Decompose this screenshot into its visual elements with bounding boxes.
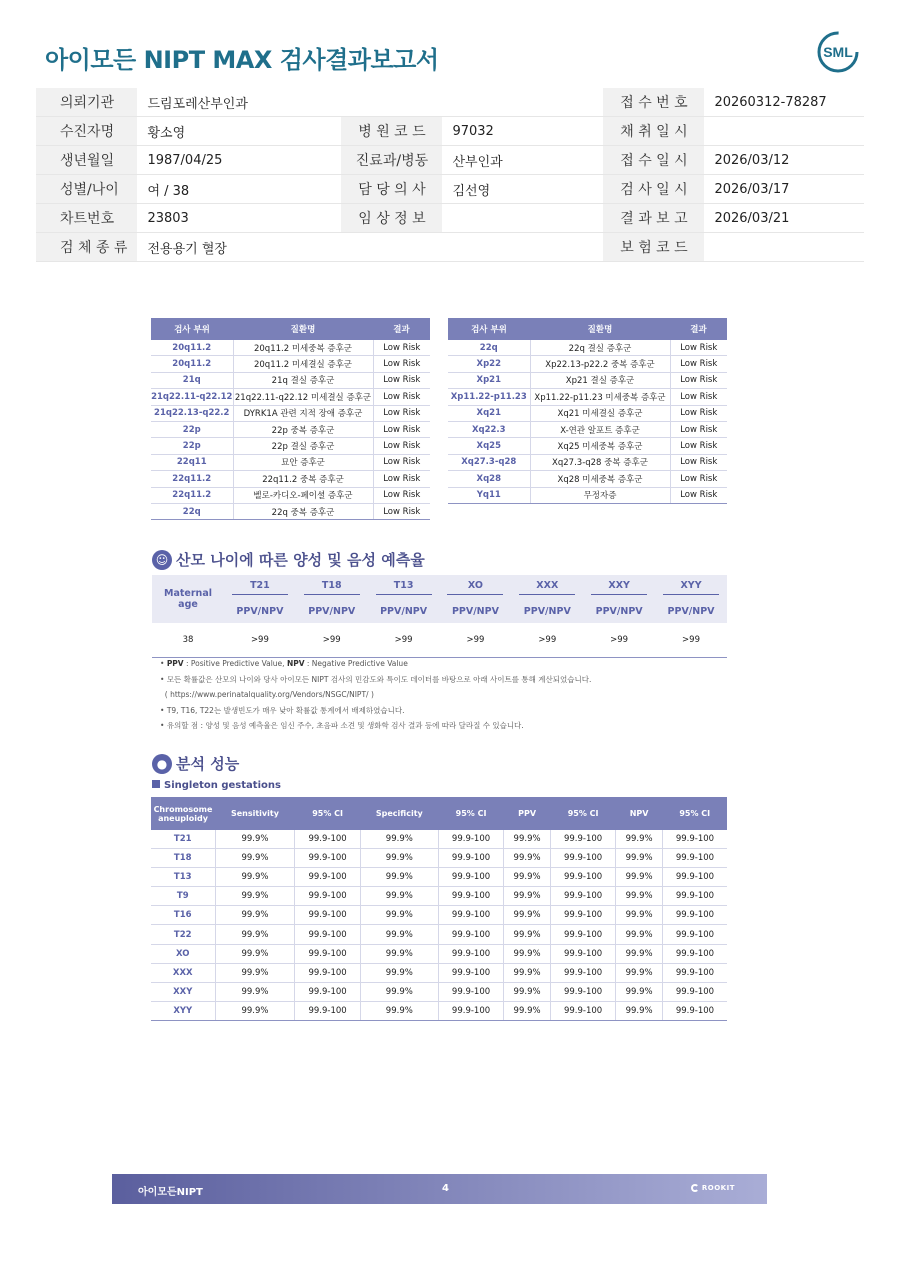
- perf-row: [151, 1001, 727, 1020]
- ppv-subheader: PPV/NPV: [296, 599, 368, 623]
- risk-table-left: [151, 318, 430, 520]
- perf-chromosome: XO: [151, 944, 215, 963]
- ward-code-value: 97032: [442, 117, 603, 146]
- risk-row: [448, 356, 727, 372]
- perf-value: 99.9%: [215, 1001, 295, 1020]
- risk-region: 21q: [151, 372, 233, 388]
- birth-label: 생년월일: [36, 146, 137, 175]
- risk-region: 20q11.2: [151, 340, 233, 356]
- risk-disease: 21q22.11-q22.12 미세결실 증후군: [233, 389, 373, 405]
- perf-header: 95% CI: [438, 797, 503, 830]
- risk-region: 22q11: [151, 454, 233, 470]
- perf-chromosome: T9: [151, 887, 215, 906]
- risk-header-region: 검사 부위: [448, 318, 530, 340]
- ppv-col-xxy: XXY: [591, 580, 647, 595]
- perf-value: 99.9%: [504, 1001, 551, 1020]
- insurance-value: [704, 233, 864, 262]
- performance-table: [151, 797, 727, 1021]
- collect-date-label: 채 취 일 시: [603, 117, 704, 146]
- risk-row: [151, 487, 430, 503]
- ppv-subheader: PPV/NPV: [368, 599, 440, 623]
- risk-disease: 20q11.2 미세결실 증후군: [233, 356, 373, 372]
- risk-result: Low Risk: [670, 372, 727, 388]
- ppv-col-xyy: XYY: [663, 580, 719, 595]
- perf-value: 99.9-100: [438, 906, 503, 925]
- perf-row: [151, 963, 727, 982]
- perf-value: 99.9-100: [550, 868, 615, 887]
- ppv-section-heading: [152, 549, 425, 570]
- perf-value: 99.9%: [504, 925, 551, 944]
- risk-disease: 22q 중복 증후군: [233, 503, 373, 519]
- perf-value: 99.9%: [360, 982, 438, 1001]
- perf-value: 99.9%: [616, 982, 663, 1001]
- info-row: [36, 233, 864, 262]
- risk-result: Low Risk: [373, 438, 430, 454]
- sml-logo: [816, 30, 860, 74]
- dept-value: 산부인과: [442, 146, 603, 175]
- patient-info-table: [36, 88, 864, 262]
- perf-value: 99.9%: [360, 868, 438, 887]
- perf-value: 99.9%: [616, 925, 663, 944]
- risk-result: Low Risk: [373, 487, 430, 503]
- perf-value: 99.9%: [616, 963, 663, 982]
- risk-result: Low Risk: [373, 356, 430, 372]
- risk-row: [151, 454, 430, 470]
- ppv-subheader: PPV/NPV: [511, 599, 583, 623]
- perf-value: 99.9%: [616, 868, 663, 887]
- risk-result: Low Risk: [373, 372, 430, 388]
- risk-result: Low Risk: [373, 454, 430, 470]
- risk-disease: 22p 중복 증후군: [233, 421, 373, 437]
- note-calculation: • 모든 확률값은 산모의 나이와 당사 아이모든 NIPT 검사의 민감도와 특이도 데이터를 바탕으로 아래 사이트를 통해 계산되었습니다.: [160, 674, 592, 684]
- risk-table-right: [448, 318, 727, 504]
- hospital-value: 드림포레산부인과: [137, 88, 603, 117]
- square-bullet-icon: [152, 780, 160, 788]
- ppv-value-row: [152, 623, 727, 658]
- perf-value: 99.9-100: [295, 868, 360, 887]
- perf-header: PPV: [504, 797, 551, 830]
- risk-row: [151, 405, 430, 421]
- chart-no-value: 23803: [137, 204, 341, 233]
- risk-row: [448, 438, 727, 454]
- risk-row: [151, 340, 430, 356]
- risk-disease: Xp22.13-p22.2 중복 증후군: [530, 356, 670, 372]
- perf-header: Specificity: [360, 797, 438, 830]
- collect-date-value: [704, 117, 864, 146]
- risk-row: [151, 421, 430, 437]
- perf-value: 99.9-100: [662, 963, 727, 982]
- perf-value: 99.9%: [215, 849, 295, 868]
- sex-age-value: 여 / 38: [137, 175, 341, 204]
- perf-chromosome: XXX: [151, 963, 215, 982]
- ppv-value: >99: [296, 623, 368, 658]
- perf-value: 99.9%: [360, 963, 438, 982]
- receipt-date-label: 접 수 일 시: [603, 146, 704, 175]
- perf-chromosome: XYY: [151, 1001, 215, 1020]
- risk-region: 22q11.2: [151, 471, 233, 487]
- risk-disease: 벨로-카디오-페이셜 증후군: [233, 487, 373, 503]
- ppv-col-t21: T21: [232, 580, 288, 595]
- perf-value: 99.9-100: [438, 868, 503, 887]
- perf-value: 99.9-100: [295, 906, 360, 925]
- perf-chromosome: T13: [151, 868, 215, 887]
- risk-disease: Xp11.22-p11.23 미세중복 증후군: [530, 389, 670, 405]
- risk-result: Low Risk: [670, 421, 727, 437]
- ppv-subheader: PPV/NPV: [224, 599, 296, 623]
- perf-value: 99.9-100: [438, 887, 503, 906]
- risk-row: [448, 389, 727, 405]
- perf-chromosome: T21: [151, 830, 215, 849]
- perf-value: 99.9%: [616, 830, 663, 849]
- perf-value: 99.9-100: [662, 830, 727, 849]
- perf-value: 99.9-100: [295, 830, 360, 849]
- perf-value: 99.9%: [360, 830, 438, 849]
- risk-disease: 21q 결실 증후군: [233, 372, 373, 388]
- perf-value: 99.9%: [215, 887, 295, 906]
- risk-region: Yq11: [448, 487, 530, 503]
- risk-disease: Xp21 결실 증후군: [530, 372, 670, 388]
- risk-result: Low Risk: [373, 389, 430, 405]
- perf-value: 99.9%: [616, 906, 663, 925]
- perf-row: [151, 944, 727, 963]
- receipt-date-value: 2026/03/12: [704, 146, 864, 175]
- doctor-value: 김선영: [442, 175, 603, 204]
- ppv-subheader: PPV/NPV: [583, 599, 655, 623]
- risk-row: [151, 389, 430, 405]
- footer-brand: 아이모든NIPT: [138, 1187, 203, 1198]
- risk-disease: 무정자증: [530, 487, 670, 503]
- ppv-value: >99: [440, 623, 512, 658]
- risk-region: Xq25: [448, 438, 530, 454]
- perf-header: 95% CI: [550, 797, 615, 830]
- risk-disease: 20q11.2 미세중복 증후군: [233, 340, 373, 356]
- risk-region: Xp21: [448, 372, 530, 388]
- ppv-subheader: PPV/NPV: [440, 599, 512, 623]
- perf-value: 99.9-100: [438, 830, 503, 849]
- footer-partner: ROOKIT: [691, 1184, 735, 1192]
- risk-result: Low Risk: [373, 471, 430, 487]
- risk-header-result: 결과: [373, 318, 430, 340]
- perf-subtitle: Singleton gestations: [152, 780, 281, 791]
- perf-row: [151, 830, 727, 849]
- perf-value: 99.9%: [360, 1001, 438, 1020]
- perf-value: 99.9%: [215, 982, 295, 1001]
- risk-row: [448, 372, 727, 388]
- ppv-value: >99: [655, 623, 727, 658]
- risk-region: 22p: [151, 421, 233, 437]
- maternal-age-header: [152, 575, 224, 623]
- info-row: [36, 175, 864, 204]
- report-date-label: 결 과 보 고: [603, 204, 704, 233]
- risk-row: [448, 340, 727, 356]
- ppv-col-xo: XO: [447, 580, 503, 595]
- risk-disease: Xq27.3-q28 중복 증후군: [530, 454, 670, 470]
- chart-no-label: 차트번호: [36, 204, 137, 233]
- perf-value: 99.9-100: [550, 925, 615, 944]
- perf-value: 99.9-100: [662, 868, 727, 887]
- birth-value: 1987/04/25: [137, 146, 341, 175]
- report-title: 아이모든 NIPT MAX 검사결과보고서: [45, 46, 439, 74]
- sex-age-label: 성별/나이: [36, 175, 137, 204]
- risk-disease: Xq21 미세결실 증후군: [530, 405, 670, 421]
- info-row: [36, 204, 864, 233]
- note-definitions: • PPV : Positive Predictive Value, NPV : Negative Predictive Value: [160, 659, 408, 668]
- perf-value: 99.9-100: [550, 906, 615, 925]
- risk-header-result: 결과: [670, 318, 727, 340]
- perf-value: 99.9-100: [295, 887, 360, 906]
- perf-value: 99.9-100: [295, 849, 360, 868]
- perf-value: 99.9%: [504, 982, 551, 1001]
- specimen-value: 전용용기 혈장: [137, 233, 603, 262]
- risk-row: [151, 356, 430, 372]
- perf-value: 99.9%: [360, 906, 438, 925]
- perf-row: [151, 868, 727, 887]
- ward-code-label: 병 원 코 드: [341, 117, 442, 146]
- perf-value: 99.9-100: [662, 1001, 727, 1020]
- perf-value: 99.9-100: [662, 944, 727, 963]
- dept-label: 진료과/병동: [341, 146, 442, 175]
- risk-region: Xq21: [448, 405, 530, 421]
- perf-chromosome: T18: [151, 849, 215, 868]
- page-number: 4: [442, 1183, 449, 1194]
- risk-result: Low Risk: [670, 389, 727, 405]
- ppv-value: >99: [511, 623, 583, 658]
- risk-result: Low Risk: [670, 356, 727, 372]
- risk-row: [448, 471, 727, 487]
- perf-value: 99.9%: [504, 868, 551, 887]
- perf-value: 99.9%: [504, 849, 551, 868]
- perf-chromosome: T22: [151, 925, 215, 944]
- perf-value: 99.9-100: [662, 887, 727, 906]
- perf-value: 99.9%: [616, 1001, 663, 1020]
- note-url: ( https://www.perinatalquality.org/Vendors/NSGC/NIPT/ ): [164, 690, 374, 699]
- perf-row: [151, 849, 727, 868]
- perf-section-title: 분석 성능: [176, 755, 240, 773]
- maternal-label-2: age: [178, 599, 198, 610]
- perf-row: [151, 887, 727, 906]
- ppv-table: [152, 575, 727, 658]
- perf-value: 99.9-100: [438, 982, 503, 1001]
- risk-result: Low Risk: [373, 421, 430, 437]
- note-caution: • 유의할 점 : 양성 및 음성 예측율은 임신 주수, 초음파 소견 및 생화학 검사 결과 등에 따라 달라질 수 있습니다.: [160, 721, 524, 730]
- perf-chromosome: XXY: [151, 982, 215, 1001]
- logo-text: SML: [823, 44, 853, 60]
- perf-value: 99.9%: [360, 849, 438, 868]
- perf-value: 99.9%: [616, 944, 663, 963]
- perf-value: 99.9%: [504, 887, 551, 906]
- perf-value: 99.9-100: [550, 1001, 615, 1020]
- maternal-label-1: Maternal: [164, 588, 212, 599]
- maternal-age-value: 38: [152, 623, 224, 658]
- report-date-value: 2026/03/21: [704, 204, 864, 233]
- risk-result: Low Risk: [670, 405, 727, 421]
- info-row: [36, 88, 864, 117]
- partner-logo-icon: [691, 1184, 699, 1192]
- perf-value: 99.9-100: [295, 944, 360, 963]
- risk-row: [448, 421, 727, 437]
- perf-value: 99.9%: [360, 944, 438, 963]
- perf-value: 99.9%: [504, 963, 551, 982]
- pregnant-woman-icon: ☺: [152, 550, 172, 570]
- ppv-value: >99: [368, 623, 440, 658]
- perf-value: 99.9-100: [662, 906, 727, 925]
- perf-value: 99.9-100: [295, 1001, 360, 1020]
- patient-label: 수진자명: [36, 117, 137, 146]
- perf-value: 99.9%: [215, 868, 295, 887]
- ppv-value: >99: [224, 623, 296, 658]
- perf-value: 99.9%: [215, 830, 295, 849]
- ppv-section-title: 산모 나이에 따른 양성 및 음성 예측율: [176, 551, 425, 569]
- receipt-no-value: 20260312-78287: [704, 88, 864, 117]
- perf-value: 99.9-100: [550, 963, 615, 982]
- insurance-label: 보 험 코 드: [603, 233, 704, 262]
- risk-result: Low Risk: [373, 405, 430, 421]
- note-exclusion: • T9, T16, T22는 발생빈도가 매우 낮아 확률값 통계에서 배제하였습니다.: [160, 705, 405, 715]
- perf-value: 99.9%: [215, 906, 295, 925]
- test-date-label: 검 사 일 시: [603, 175, 704, 204]
- perf-chromosome: T16: [151, 906, 215, 925]
- perf-value: 99.9-100: [438, 925, 503, 944]
- risk-region: Xp22: [448, 356, 530, 372]
- risk-region: 21q22.11-q22.12: [151, 389, 233, 405]
- perf-value: 99.9-100: [295, 982, 360, 1001]
- risk-region: 22q11.2: [151, 487, 233, 503]
- ppv-col-t18: T18: [304, 580, 360, 595]
- risk-result: Low Risk: [670, 487, 727, 503]
- perf-value: 99.9-100: [550, 830, 615, 849]
- perf-row: [151, 925, 727, 944]
- perf-value: 99.9%: [215, 963, 295, 982]
- risk-region: Xq22.3: [448, 421, 530, 437]
- analysis-icon: ●: [152, 754, 172, 774]
- perf-value: 99.9%: [360, 925, 438, 944]
- perf-header: 95% CI: [295, 797, 360, 830]
- perf-value: 99.9%: [616, 849, 663, 868]
- ppv-subheader: PPV/NPV: [655, 599, 727, 623]
- risk-row: [151, 438, 430, 454]
- risk-result: Low Risk: [670, 340, 727, 356]
- risk-row: [151, 372, 430, 388]
- info-row: [36, 117, 864, 146]
- risk-region: 22p: [151, 438, 233, 454]
- risk-disease: X-연관 알포트 증후군: [530, 421, 670, 437]
- perf-value: 99.9-100: [662, 849, 727, 868]
- risk-result: Low Risk: [670, 438, 727, 454]
- receipt-no-label: 접 수 번 호: [603, 88, 704, 117]
- hospital-label: 의뢰기관: [36, 88, 137, 117]
- perf-value: 99.9-100: [550, 982, 615, 1001]
- perf-value: 99.9%: [215, 944, 295, 963]
- info-row: [36, 146, 864, 175]
- perf-header: Chromosome aneuploidy: [151, 797, 215, 830]
- doctor-label: 담 당 의 사: [341, 175, 442, 204]
- risk-region: Xq27.3-q28: [448, 454, 530, 470]
- ppv-col-t13: T13: [376, 580, 432, 595]
- perf-row: [151, 906, 727, 925]
- risk-region: 22q: [151, 503, 233, 519]
- risk-result: Low Risk: [670, 471, 727, 487]
- risk-disease: DYRK1A 관련 지적 장애 증후군: [233, 405, 373, 421]
- perf-section-heading: [152, 753, 239, 774]
- risk-row: [448, 487, 727, 503]
- perf-value: 99.9%: [504, 944, 551, 963]
- perf-header: NPV: [616, 797, 663, 830]
- perf-header: Sensitivity: [215, 797, 295, 830]
- risk-disease: 묘안 증후군: [233, 454, 373, 470]
- risk-result: Low Risk: [373, 340, 430, 356]
- specimen-label: 검 체 종 류: [36, 233, 137, 262]
- perf-value: 99.9-100: [295, 963, 360, 982]
- perf-value: 99.9-100: [438, 849, 503, 868]
- risk-region: 22q: [448, 340, 530, 356]
- perf-row: [151, 982, 727, 1001]
- perf-value: 99.9-100: [550, 887, 615, 906]
- risk-region: 20q11.2: [151, 356, 233, 372]
- ppv-notes: [160, 656, 591, 734]
- risk-result: Low Risk: [373, 503, 430, 519]
- risk-row: [448, 454, 727, 470]
- perf-value: 99.9%: [360, 887, 438, 906]
- risk-row: [448, 405, 727, 421]
- risk-row: [151, 471, 430, 487]
- risk-disease: 22q11.2 중복 증후군: [233, 471, 373, 487]
- test-date-value: 2026/03/17: [704, 175, 864, 204]
- risk-region: Xq28: [448, 471, 530, 487]
- perf-value: 99.9-100: [662, 982, 727, 1001]
- ppv-value: >99: [583, 623, 655, 658]
- perf-value: 99.9%: [215, 925, 295, 944]
- risk-disease: Xq28 미세중복 증후군: [530, 471, 670, 487]
- perf-value: 99.9-100: [550, 944, 615, 963]
- clinical-label: 임 상 정 보: [341, 204, 442, 233]
- perf-value: 99.9%: [504, 830, 551, 849]
- page-footer: [112, 1174, 767, 1204]
- risk-region: 21q22.13-q22.2: [151, 405, 233, 421]
- risk-result: Low Risk: [670, 454, 727, 470]
- risk-header-disease: 질환명: [530, 318, 670, 340]
- ppv-col-xxx: XXX: [519, 580, 575, 595]
- perf-value: 99.9-100: [438, 944, 503, 963]
- perf-value: 99.9-100: [438, 1001, 503, 1020]
- risk-disease: 22p 결실 증후군: [233, 438, 373, 454]
- perf-value: 99.9-100: [438, 963, 503, 982]
- risk-disease: 22q 결실 증후군: [530, 340, 670, 356]
- patient-value: 황소영: [137, 117, 341, 146]
- perf-value: 99.9%: [616, 887, 663, 906]
- risk-region: Xp11.22-p11.23: [448, 389, 530, 405]
- perf-value: 99.9-100: [550, 849, 615, 868]
- risk-header-disease: 질환명: [233, 318, 373, 340]
- perf-header: 95% CI: [662, 797, 727, 830]
- clinical-value: [442, 204, 603, 233]
- risk-row: [151, 503, 430, 519]
- risk-header-region: 검사 부위: [151, 318, 233, 340]
- perf-value: 99.9%: [504, 906, 551, 925]
- perf-value: 99.9-100: [662, 925, 727, 944]
- perf-value: 99.9-100: [295, 925, 360, 944]
- risk-disease: Xq25 미세중복 증후군: [530, 438, 670, 454]
